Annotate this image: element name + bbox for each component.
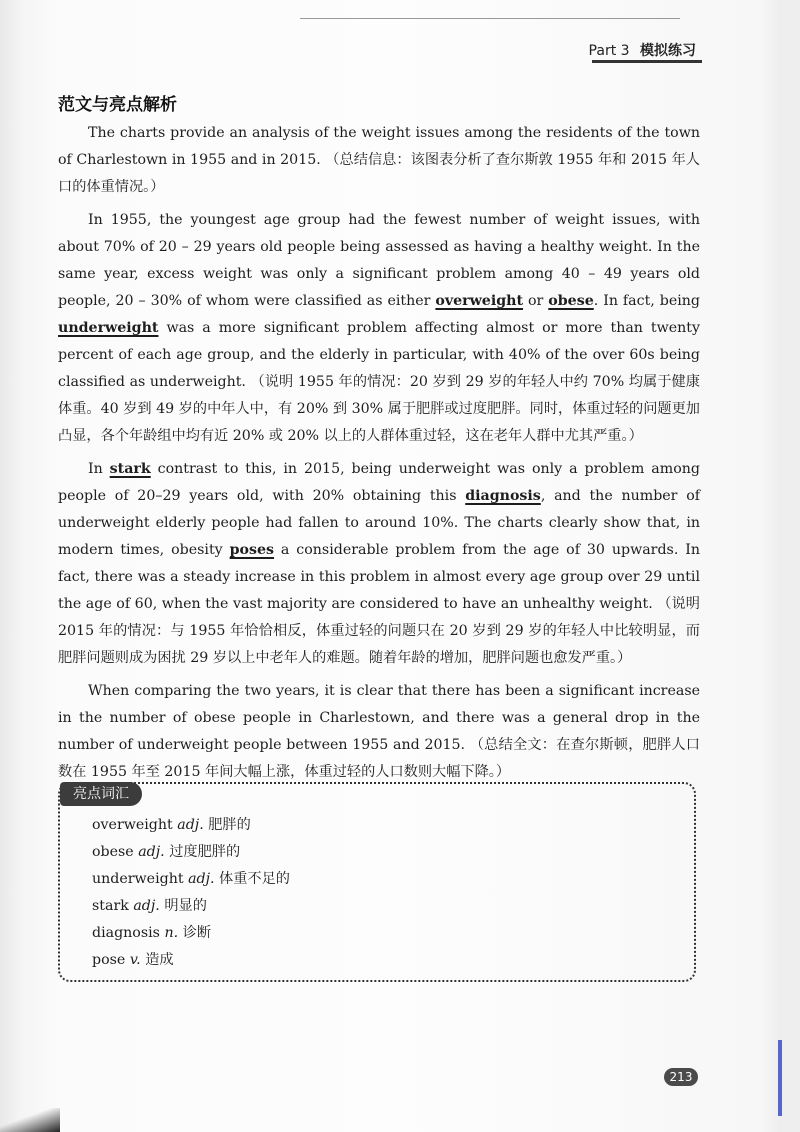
text-run: In [88, 461, 110, 477]
vocab-pos: n. [164, 925, 179, 941]
vocab-word: pose [92, 952, 126, 968]
vocab-meaning: 肥胖的 [208, 817, 251, 833]
text-run: a considerable problem from the age of 30 upwards. In fact, there was a steady increase in this problem in almost every age group over 29 until the age of 60, when the vast majority are considered to have an unhealthy weight. （说明 2015 年的情况：与 1955 年恰恰相反，体重过轻的问题只在 20 岁到 29 岁的年轻人中比较明显，而肥胖问题则成为困扰 29 岁以上中老年人的难题。随着年龄的增加，肥胖问题也愈发严重。） [58, 542, 701, 666]
vocab-item [92, 839, 652, 866]
running-header [589, 40, 696, 60]
paragraph-1: The charts provide an analysis of the weight issues among the residents of the town of Charlestown in 1955 and in 2015. （总结信息：该图表分析了查尔斯敦 1955 年和 2015 年人口的体重情况。） [58, 125, 700, 195]
text-run: was a more significant problem affecting almost or more than twenty percent of each age group, and the elderly in particular, with 40% of the over 60s being classified as underweight. （说明 1955 年的情况：20 岁到 29 岁的年轻人中约 70% 均属于健康体重。40 岁到 49 岁的中年人中，有 20% 到 30% 属于肥胖或过度肥胖。同时，体重过轻的问题更加凸显，各个年龄组中均有近 20% 或 20% 以上的人群体重过轻，这在老年人群中尤其严重。） [58, 320, 700, 444]
header-rule [592, 60, 702, 63]
vocab-badge: 亮点词汇 [60, 782, 142, 806]
text-run: , and the number of underweight elderly people had fallen to around 10%. The charts clearly show that, in modern times, obesity [58, 488, 700, 558]
vocab-word: obese [92, 844, 134, 860]
keyword-obese: obese [548, 293, 594, 309]
header-part: Part 3 [588, 43, 630, 59]
keyword-underweight: underweight [58, 320, 159, 336]
vocab-word: overweight [92, 817, 173, 833]
header-subtitle: 模拟练习 [640, 43, 696, 59]
vocab-pos: adj. [133, 898, 160, 914]
vocab-pos: adj. [177, 817, 204, 833]
page-number: 213 [664, 1068, 698, 1086]
vocab-pos: adj. [138, 844, 165, 860]
vocab-item [92, 947, 652, 974]
paragraph-3 [58, 456, 700, 672]
text-run: or [523, 293, 549, 309]
vocab-pos: adj. [188, 871, 215, 887]
keyword-poses: poses [229, 542, 274, 558]
top-rule [300, 18, 680, 19]
vocab-meaning: 过度肥胖的 [169, 844, 241, 860]
keyword-stark: stark [109, 461, 151, 477]
vocab-word: stark [92, 898, 129, 914]
text-run: contrast to this, in 2015, being underweight was only a problem among people of 20–29 years old, with 20% obtaining this [58, 461, 700, 504]
vocab-meaning: 体重不足的 [219, 871, 290, 887]
paragraph-2 [58, 207, 700, 450]
vocab-meaning: 造成 [145, 952, 174, 968]
essay-body [58, 120, 700, 792]
paragraph-4: When comparing the two years, it is clear that there has been a significant increase in the number of obese people in Charlestown, and there was a general drop in the number of underweight people between 1955 and 2015. （总结全文：在查尔斯顿，肥胖人口数在 1955 年至 2015 年间大幅上涨，体重过轻的人口数则大幅下降。） [58, 683, 700, 780]
binding-edge [778, 1040, 782, 1116]
vocab-item [92, 920, 652, 947]
section-title: 范文与亮点解析 [58, 95, 177, 115]
text-run: In 1955, the youngest age group had the fewest number of weight issues, with about 70% of 20 – 29 years old people being assessed as having a healthy weight. In the same year, excess weight was only a significant problem among 40 – 49 years old people, 20 – 30% of whom were classified as either [58, 212, 700, 309]
page-corner-shadow [0, 1108, 60, 1132]
vocab-item [92, 893, 652, 920]
vocab-pos: v. [129, 952, 141, 968]
vocab-item [92, 866, 652, 893]
vocab-item [92, 812, 652, 839]
keyword-diagnosis: diagnosis [465, 488, 541, 504]
vocab-list [92, 812, 652, 974]
vocab-meaning: 诊断 [182, 925, 212, 941]
keyword-overweight: overweight [435, 293, 524, 309]
vocab-word: diagnosis [92, 925, 160, 941]
text-run: . In fact, being [593, 293, 700, 309]
vocab-meaning: 明显的 [164, 898, 207, 914]
vocab-word: underweight [92, 871, 184, 887]
